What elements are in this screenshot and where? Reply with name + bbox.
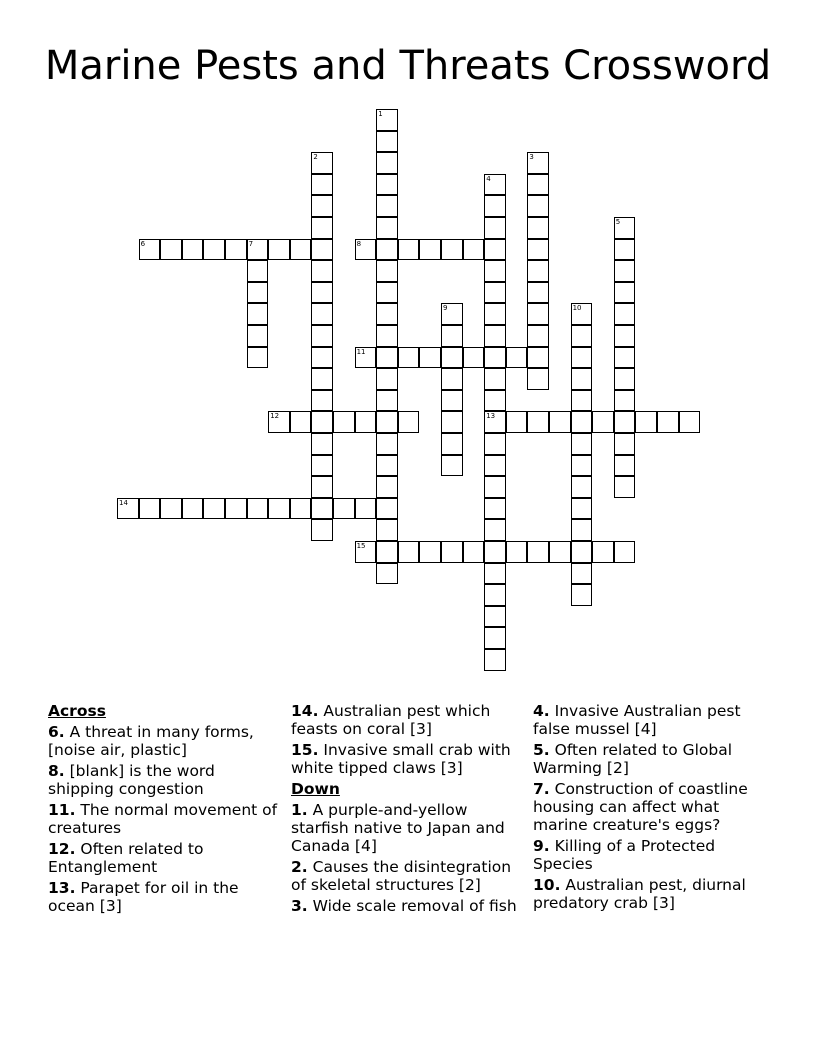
clue-item [533,741,765,777]
grid-cell[interactable] [679,411,701,433]
grid-cell[interactable] [527,347,549,369]
clue-item [533,837,765,873]
clue-number: 7 [248,239,254,248]
grid-cell[interactable] [311,303,333,325]
clue-text: Construction of coastline housing can affect what marine creature's eggs? [533,780,748,834]
grid-cell[interactable] [182,498,204,520]
grid-cell[interactable] [571,476,593,498]
clue-number: 4 [486,174,491,183]
clue-number: 15 [356,542,366,550]
grid-cell[interactable] [376,347,398,369]
grid-cell[interactable] [160,498,182,520]
clue-number: 2 [313,153,318,162]
grid-cell[interactable] [376,325,398,347]
clue-number-label: 10. [533,876,561,894]
grid-cell[interactable] [311,347,333,369]
grid-cell[interactable] [571,347,593,369]
grid-cell[interactable] [311,325,333,347]
grid-cell[interactable] [376,476,398,498]
grid-cell[interactable] [484,282,506,304]
grid-cell[interactable] [376,411,398,433]
grid-cell[interactable] [506,347,528,369]
clue-number: 13 [486,412,496,421]
clue-number-label: 13. [48,879,76,897]
grid-cell[interactable] [484,195,506,217]
grid-cell[interactable] [160,239,182,261]
grid-cell[interactable] [484,174,506,196]
clue-text: A purple-and-yellow starfish native to Japan and Canada [4] [291,801,505,855]
clue-item [291,741,523,777]
grid-cell[interactable] [527,195,549,217]
grid-cell[interactable] [290,411,312,433]
grid-cell[interactable] [549,541,571,563]
grid-cell[interactable] [376,131,398,153]
grid-cell[interactable] [571,519,593,541]
grid-cell[interactable] [376,152,398,174]
clue-item [533,780,765,834]
grid-cell[interactable] [484,433,506,455]
clue-number: 14 [119,498,128,507]
clue-number-label: 5. [533,741,550,759]
grid-cell[interactable] [311,519,333,541]
grid-cell[interactable] [463,239,485,261]
grid-cell[interactable] [247,347,269,369]
grid-cell[interactable] [441,239,463,261]
grid-cell[interactable] [376,563,398,585]
clue-number-label: 6. [48,723,65,741]
grid-cell[interactable] [139,498,161,520]
clue-number-label: 15. [291,741,319,759]
clue-text: Invasive small crab with white tipped claws [3] [291,741,511,777]
page-title: Marine Pests and Threats Crossword [44,43,772,89]
clue-number: 6 [140,239,146,248]
clue-number: 5 [615,218,621,226]
grid-cell[interactable] [376,541,398,563]
grid-cell[interactable] [355,347,377,369]
grid-cell[interactable] [441,455,463,477]
grid-cell[interactable] [484,606,506,628]
grid-cell[interactable] [376,260,398,282]
grid-cell[interactable] [484,498,506,520]
grid-cell[interactable] [484,584,506,606]
grid-cell[interactable] [441,411,463,433]
grid-cell[interactable] [247,239,269,261]
clue-number-label: 14. [291,702,319,720]
clue-number-label: 4. [533,702,550,720]
grid-cell[interactable] [398,347,420,369]
grid-cell[interactable] [614,325,636,347]
clue-item [291,702,523,738]
clue-number-label: 11. [48,801,76,819]
grid-cell[interactable] [484,563,506,585]
grid-cell[interactable] [441,303,463,325]
grid-cell[interactable] [376,239,398,261]
clue-number-label: 1. [291,801,308,819]
clue-text: Often related to Entanglement [48,840,204,876]
grid-cell[interactable] [419,239,441,261]
clue-text: Australian pest, diurnal predatory crab [3] [533,876,746,912]
grid-cell[interactable] [614,368,636,390]
grid-cell[interactable] [376,390,398,412]
grid-cell[interactable] [527,239,549,261]
grid-cell[interactable] [311,476,333,498]
clue-item [533,702,765,738]
grid-cell[interactable] [441,433,463,455]
grid-cell[interactable] [311,455,333,477]
grid-cell[interactable] [441,325,463,347]
grid-cell[interactable] [657,411,679,433]
grid-cell[interactable] [311,260,333,282]
grid-cell[interactable] [571,455,593,477]
grid-cell[interactable] [484,411,506,433]
down-heading: Down [291,780,340,798]
grid-cell[interactable] [311,174,333,196]
grid-cell[interactable] [614,541,636,563]
clue-number-label: 9. [533,837,550,855]
grid-cell[interactable] [290,498,312,520]
grid-cell[interactable] [398,411,420,433]
grid-cell[interactable] [484,390,506,412]
grid-cell[interactable] [376,455,398,477]
grid-cell[interactable] [571,368,593,390]
grid-cell[interactable] [484,239,506,261]
grid-cell[interactable] [527,152,549,174]
clue-number-label: 7. [533,780,550,798]
grid-cell[interactable] [376,109,398,131]
grid-cell[interactable] [635,411,657,433]
grid-cell[interactable] [571,303,593,325]
grid-cell[interactable] [571,563,593,585]
grid-cell[interactable] [527,325,549,347]
clue-item [48,879,280,915]
clue-text: The normal movement of creatures [48,801,278,837]
grid-cell[interactable] [355,498,377,520]
grid-cell[interactable] [225,239,247,261]
grid-cell[interactable] [527,282,549,304]
grid-cell[interactable] [398,239,420,261]
grid-cell[interactable] [311,390,333,412]
grid-cell[interactable] [311,239,333,261]
clue-number-label: 12. [48,840,76,858]
clue-number: 9 [443,304,448,313]
grid-cell[interactable] [311,411,333,433]
grid-cell[interactable] [311,368,333,390]
grid-cell[interactable] [571,433,593,455]
grid-cell[interactable] [614,411,636,433]
clue-number-label: 8. [48,762,65,780]
grid-cell[interactable] [419,541,441,563]
grid-cell[interactable] [571,541,593,563]
grid-cell[interactable] [614,282,636,304]
clue-item [291,801,523,855]
grid-cell[interactable] [527,368,549,390]
grid-cell[interactable] [268,498,290,520]
grid-cell[interactable] [571,325,593,347]
clue-item [48,840,280,876]
grid-cell[interactable] [311,152,333,174]
grid-cell[interactable] [441,347,463,369]
grid-cell[interactable] [225,498,247,520]
grid-cell[interactable] [484,368,506,390]
grid-cell[interactable] [376,303,398,325]
clue-item [291,897,523,915]
grid-cell[interactable] [463,541,485,563]
grid-cell[interactable] [398,541,420,563]
clue-text: [blank] is the word shipping congestion [48,762,215,798]
grid-cell[interactable] [247,325,269,347]
grid-cell[interactable] [333,498,355,520]
grid-cell[interactable] [527,217,549,239]
clue-text: Australian pest which feasts on coral [3] [291,702,491,738]
grid-cell[interactable] [247,282,269,304]
clue-text: Wide scale removal of fish [312,897,517,915]
clue-text: Killing of a Protected Species [533,837,716,873]
grid-cell[interactable] [355,239,377,261]
grid-cell[interactable] [571,584,593,606]
grid-cell[interactable] [484,303,506,325]
grid-cell[interactable] [290,239,312,261]
grid-cell[interactable] [484,541,506,563]
grid-cell[interactable] [376,519,398,541]
grid-cell[interactable] [311,195,333,217]
grid-cell[interactable] [376,282,398,304]
clue-number: 12 [270,412,280,421]
clue-text: Causes the disintegration of skeletal structures [2] [291,858,512,894]
grid-cell[interactable] [592,541,614,563]
grid-cell[interactable] [441,541,463,563]
clue-number: 3 [529,153,534,162]
clue-column-3 [533,702,765,915]
grid-cell[interactable] [614,347,636,369]
grid-cell[interactable] [376,174,398,196]
grid-cell[interactable] [376,498,398,520]
grid-cell[interactable] [614,390,636,412]
clue-text: Often related to Global Warming [2] [533,741,733,777]
grid-cell[interactable] [203,239,225,261]
grid-cell[interactable] [311,217,333,239]
grid-cell[interactable] [463,347,485,369]
grid-cell[interactable] [376,368,398,390]
grid-cell[interactable] [527,411,549,433]
grid-cell[interactable] [247,303,269,325]
clue-item [48,762,280,798]
clue-number: 10 [572,304,582,313]
clue-text: Parapet for oil in the ocean [3] [48,879,239,915]
clue-number: 11 [356,347,366,356]
grid-cell[interactable] [527,303,549,325]
grid-cell[interactable] [614,433,636,455]
grid-cell[interactable] [441,390,463,412]
grid-cell[interactable] [614,455,636,477]
grid-cell[interactable] [571,390,593,412]
grid-cell[interactable] [571,498,593,520]
grid-cell[interactable] [506,411,528,433]
grid-cell[interactable] [614,303,636,325]
grid-cell[interactable] [614,217,636,239]
clue-column-1 [48,702,280,918]
grid-cell[interactable] [484,519,506,541]
clue-number: 1 [378,110,383,118]
grid-cell[interactable] [311,282,333,304]
grid-cell[interactable] [484,649,506,671]
grid-cell[interactable] [376,217,398,239]
grid-cell[interactable] [549,411,571,433]
grid-cell[interactable] [484,217,506,239]
grid-cell[interactable] [527,260,549,282]
grid-cell[interactable] [571,411,593,433]
grid-cell[interactable] [419,347,441,369]
grid-cell[interactable] [484,455,506,477]
grid-cell[interactable] [506,541,528,563]
clue-text: A threat in many forms, [noise air, plastic] [48,723,254,759]
grid-cell[interactable] [527,174,549,196]
grid-cell[interactable] [484,347,506,369]
clue-item [48,801,280,837]
clue-number: 8 [356,239,362,248]
grid-cell[interactable] [484,476,506,498]
grid-cell[interactable] [614,476,636,498]
grid-cell[interactable] [268,239,290,261]
clue-number-label: 3. [291,897,308,915]
across-heading: Across [48,702,106,720]
clue-number-label: 2. [291,858,308,876]
grid-cell[interactable] [182,239,204,261]
grid-cell[interactable] [247,498,269,520]
grid-cell[interactable] [247,260,269,282]
clue-text: Invasive Australian pest false mussel [4] [533,702,741,738]
grid-cell[interactable] [376,195,398,217]
grid-cell[interactable] [333,411,355,433]
grid-cell[interactable] [355,411,377,433]
grid-cell[interactable] [441,368,463,390]
grid-cell[interactable] [614,239,636,261]
grid-cell[interactable] [311,498,333,520]
grid-cell[interactable] [203,498,225,520]
clue-item [291,858,523,894]
grid-cell[interactable] [311,433,333,455]
grid-cell[interactable] [527,541,549,563]
grid-cell[interactable] [268,411,290,433]
grid-cell[interactable] [614,260,636,282]
clue-item [533,876,765,912]
clue-item [48,723,280,759]
grid-cell[interactable] [139,239,161,261]
clue-column-2 [291,702,523,918]
grid-cell[interactable] [355,541,377,563]
grid-cell[interactable] [592,411,614,433]
grid-cell[interactable] [484,260,506,282]
grid-cell[interactable] [484,627,506,649]
grid-cell[interactable] [484,325,506,347]
grid-cell[interactable] [117,498,139,520]
grid-cell[interactable] [376,433,398,455]
